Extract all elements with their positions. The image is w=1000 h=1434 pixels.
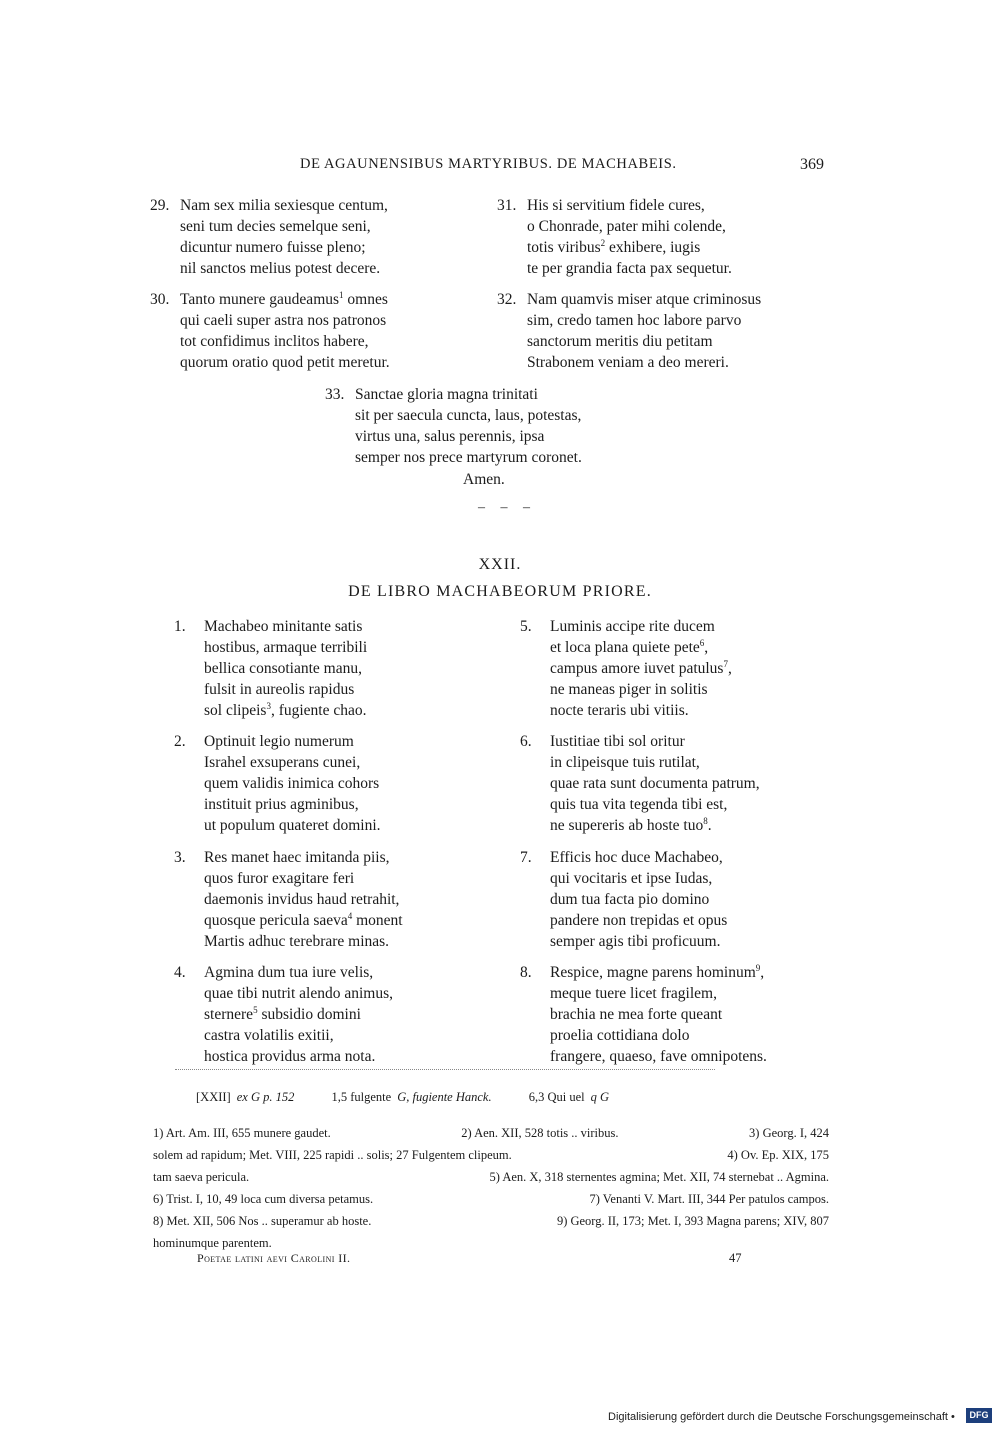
section-separator: – – – xyxy=(478,500,536,515)
verse-text: daemonis invidus haud retrahit, xyxy=(204,891,400,908)
verse-text: Nam quamvis miser atque criminosus xyxy=(527,291,762,308)
footnote-entry: 2) Aen. XII, 528 totis .. viribus. xyxy=(461,1126,619,1140)
verse-text: quae rata sunt documenta patrum, xyxy=(550,775,760,792)
verse-text: quae tibi nutrit alendo animus, xyxy=(204,985,393,1002)
verse-line xyxy=(355,384,582,405)
stanza-number: 4. xyxy=(174,964,186,981)
verse-line xyxy=(527,310,761,331)
verse-line xyxy=(204,815,381,836)
verse-text: sternere xyxy=(204,1006,254,1023)
verse-line xyxy=(550,794,760,815)
verse-line xyxy=(204,658,367,679)
verse-line xyxy=(204,794,381,815)
verse-text: Martis adhuc terebrare minas. xyxy=(204,933,390,950)
dfg-logo: DFG xyxy=(966,1408,992,1423)
verse-line xyxy=(550,1004,767,1025)
footnote-entry: hominumque parentem. xyxy=(153,1236,272,1250)
verse-text-continued: , xyxy=(727,660,732,677)
footnote-marker: 4 xyxy=(347,910,353,921)
verse-line xyxy=(204,752,381,773)
verse-line xyxy=(204,1004,393,1025)
verse-line xyxy=(180,216,388,237)
text-divider xyxy=(175,1069,715,1070)
verse-text: et loca plana quiete pete xyxy=(550,639,700,656)
verse-text: Iustitiae tibi sol oritur xyxy=(550,733,685,750)
verse-text-continued: monent xyxy=(352,912,403,929)
verse-text: nil sanctos melius potest decere. xyxy=(180,260,381,277)
footnote-line xyxy=(153,1144,829,1166)
verse-text: Sanctae gloria magna trinitati xyxy=(355,386,538,403)
stanza-number: 33. xyxy=(325,386,345,403)
digitization-credit: Digitalisierung gefördert durch die Deutsche Forschungsgemeinschaft • xyxy=(608,1411,955,1423)
apparatus-entry xyxy=(196,1090,294,1105)
collection-signature: Poetae latini aevi Carolini II. xyxy=(197,1251,351,1265)
verse-line xyxy=(204,962,393,983)
apparatus-ref: G, fugiente Hanck. xyxy=(397,1090,492,1104)
poem-number: XXII. xyxy=(478,556,522,573)
poem-title: DE LIBRO MACHABEORUM PRIORE. xyxy=(348,583,652,600)
footnote-entry: 1) Art. Am. III, 655 munere gaudet. xyxy=(153,1126,331,1140)
footnote-marker: 7 xyxy=(723,658,728,669)
stanza xyxy=(520,616,732,721)
stanza xyxy=(497,289,761,373)
verse-text-continued: , xyxy=(704,639,709,656)
verse-line xyxy=(550,1025,767,1046)
verse-text-continued: exhibere, iugis xyxy=(605,239,701,256)
verse-text: Tanto munere gaudeamus xyxy=(180,291,340,308)
verse-line xyxy=(550,700,732,721)
verse-text: sim, credo tamen hoc labore parvo xyxy=(527,312,742,329)
verse-line xyxy=(180,237,388,258)
verse-line xyxy=(204,637,367,658)
verse-text: te per grandia facta pax sequetur. xyxy=(527,260,732,277)
verse-line xyxy=(204,983,393,1004)
stanza xyxy=(174,731,381,836)
verse-line xyxy=(550,910,727,931)
verse-text-continued: . xyxy=(707,817,712,834)
verse-line xyxy=(204,889,403,910)
verse-text: seni tum decies semelque seni, xyxy=(180,218,371,235)
verse-text: tot confidimus inclitos habere, xyxy=(180,333,369,350)
footnote-entry: 3) Georg. I, 424 xyxy=(749,1126,829,1140)
verse-text: ut populum quateret domini. xyxy=(204,817,381,834)
verse-line xyxy=(180,310,390,331)
footnote-marker: 3 xyxy=(266,700,271,711)
verse-line xyxy=(550,679,732,700)
verse-text: hostibus, armaque terribili xyxy=(204,639,368,656)
stanza xyxy=(520,962,767,1067)
footnote-entry: tam saeva pericula. xyxy=(153,1170,250,1184)
verse-line xyxy=(204,910,403,931)
stanza-number: 31. xyxy=(497,197,517,214)
verse-text: Nam sex milia sexiesque centum, xyxy=(180,197,388,214)
verse-text-continued: omnes xyxy=(343,291,388,308)
footnote-marker: 6 xyxy=(699,637,705,648)
footnote-entry: 4) Ov. Ep. XIX, 175 xyxy=(727,1148,829,1162)
verse-text-continued: , xyxy=(760,964,765,981)
footnote-marker: 8 xyxy=(703,815,708,826)
verse-text: Agmina dum tua iure velis, xyxy=(204,964,374,981)
verse-text: quosque pericula saeva xyxy=(204,912,348,929)
critical-apparatus xyxy=(196,1090,643,1105)
stanza-number: 8. xyxy=(520,964,532,981)
verse-text: qui vocitaris et ipse Iudas, xyxy=(550,870,713,887)
verse-line xyxy=(550,868,727,889)
verse-line xyxy=(204,679,367,700)
verse-text: frangere, quaeso, fave omnipotens. xyxy=(550,1048,767,1065)
stanza-number: 7. xyxy=(520,849,532,866)
footnotes xyxy=(153,1122,829,1254)
verse-line xyxy=(180,258,388,279)
stanza xyxy=(497,195,732,279)
verse-text: quorum oratio quod petit meretur. xyxy=(180,354,390,371)
footnote-line xyxy=(153,1188,829,1210)
verse-text: dum tua facta pio domino xyxy=(550,891,710,908)
footnote-entry: 9) Georg. II, 173; Met. I, 393 Magna parens; XIV, 807 xyxy=(556,1214,829,1228)
verse-text: Efficis hoc duce Machabeo, xyxy=(550,849,723,866)
stanza xyxy=(150,289,390,373)
verse-text: Luminis accipe rite ducem xyxy=(550,618,715,635)
verse-line xyxy=(180,195,388,216)
closing-amen: Amen. xyxy=(463,471,505,488)
verse-line xyxy=(204,868,403,889)
verse-text: quis tua vita tegenda tibi est, xyxy=(550,796,728,813)
stanza-number: 3. xyxy=(174,849,186,866)
stanza-number: 30. xyxy=(150,291,170,308)
verse-text-continued: subsidio domini xyxy=(257,1006,361,1023)
verse-line xyxy=(204,731,381,752)
verse-text: Strabonem veniam a deo mereri. xyxy=(527,354,729,371)
verse-line xyxy=(204,1025,393,1046)
stanza xyxy=(325,384,582,468)
verse-text: o Chonrade, pater mihi colende, xyxy=(527,218,726,235)
verse-text: Res manet haec imitanda piis, xyxy=(204,849,390,866)
verse-text: proelia cottidiana dolo xyxy=(550,1027,690,1044)
verse-line xyxy=(204,773,381,794)
stanza-number: 5. xyxy=(520,618,532,635)
stanza xyxy=(174,962,393,1067)
footnote-entry: 5) Aen. X, 318 sternentes agmina; Met. XII, 74 sternebat .. Agmina. xyxy=(489,1170,829,1184)
verse-text: qui caeli super astra nos patronos xyxy=(180,312,387,329)
verse-text: meque tuere licet fragilem, xyxy=(550,985,717,1002)
apparatus-entry xyxy=(331,1090,491,1105)
verse-line xyxy=(527,237,732,258)
stanza-number: 2. xyxy=(174,733,186,750)
verse-line xyxy=(550,815,760,836)
verse-line xyxy=(204,1046,393,1067)
verse-text: bellica consotiante manu, xyxy=(204,660,362,677)
verse-text: hostica providus arma nota. xyxy=(204,1048,376,1065)
apparatus-label: 6,3 Qui uel xyxy=(528,1090,585,1104)
verse-text: Israhel exsuperans cunei, xyxy=(204,754,361,771)
verse-line xyxy=(527,352,761,373)
apparatus-ref: ex G p. 152 xyxy=(236,1090,295,1104)
page-number: 369 xyxy=(800,156,824,173)
sheet-number: 47 xyxy=(729,1251,742,1265)
verse-line xyxy=(180,352,390,373)
stanza xyxy=(174,847,403,952)
verse-text: fulsit in aureolis rapidus xyxy=(204,681,355,698)
verse-line xyxy=(355,405,582,426)
apparatus-label: [XXII] xyxy=(196,1090,231,1104)
verse-line xyxy=(355,447,582,468)
verse-line xyxy=(550,983,767,1004)
verse-text: brachia ne mea forte queant xyxy=(550,1006,723,1023)
verse-text-continued: , fugiente chao. xyxy=(270,702,367,719)
verse-text: semper nos prece martyrum coronet. xyxy=(355,449,582,466)
footnote-entry: 8) Met. XII, 506 Nos .. superamur ab hoste. xyxy=(153,1214,372,1228)
verse-text: quos furor exagitare feri xyxy=(204,870,355,887)
verse-line xyxy=(550,637,732,658)
verse-line xyxy=(550,658,732,679)
apparatus-entry xyxy=(529,1090,609,1105)
verse-text: castra volatilis exitii, xyxy=(204,1027,334,1044)
verse-text: in clipeisque tuis rutilat, xyxy=(550,754,700,771)
apparatus-label: 1,5 fulgente xyxy=(331,1090,392,1104)
verse-line xyxy=(550,773,760,794)
footnote-line xyxy=(153,1166,829,1188)
verse-line xyxy=(527,331,761,352)
apparatus-ref: q G xyxy=(590,1090,610,1104)
verse-line xyxy=(550,847,727,868)
footnote-entry: solem ad rapidum; Met. VIII, 225 rapidi .. solis; 27 Fulgentem clipeum. xyxy=(153,1148,512,1162)
verse-text: virtus una, salus perennis, ipsa xyxy=(355,428,545,445)
verse-text: ne supereris ab hoste tuo xyxy=(550,817,704,834)
verse-line xyxy=(550,731,760,752)
verse-text: dicuntur numero fuisse pleno; xyxy=(180,239,366,256)
verse-text: Optinuit legio numerum xyxy=(204,733,354,750)
stanza-number: 6. xyxy=(520,733,532,750)
verse-text: pandere non trepidas et opus xyxy=(550,912,728,929)
verse-line xyxy=(527,289,761,310)
verse-line xyxy=(550,962,767,983)
verse-text: sanctorum meritis diu petitam xyxy=(527,333,713,350)
running-header-title: DE AGAUNENSIBUS MARTYRIBUS. DE MACHABEIS. xyxy=(300,156,677,172)
verse-line xyxy=(550,889,727,910)
verse-text: semper agis tibi proficuum. xyxy=(550,933,721,950)
verse-line xyxy=(550,752,760,773)
stanza-number: 32. xyxy=(497,291,517,308)
verse-line xyxy=(204,847,403,868)
verse-line xyxy=(355,426,582,447)
footnote-entry: 6) Trist. I, 10, 49 loca cum diversa petamus. xyxy=(153,1192,374,1206)
verse-line xyxy=(204,616,367,637)
verse-line xyxy=(527,216,732,237)
verse-text: totis viribus xyxy=(527,239,601,256)
footnote-line xyxy=(153,1210,829,1232)
verse-text: instituit prius agminibus, xyxy=(204,796,359,813)
verse-text: Respice, magne parens hominum xyxy=(550,964,756,981)
footnote-entry: 7) Venanti V. Mart. III, 344 Per patulos campos. xyxy=(589,1192,829,1206)
verse-text: sit per saecula cuncta, laus, potestas, xyxy=(355,407,582,424)
verse-text: quem validis inimica cohors xyxy=(204,775,380,792)
verse-line xyxy=(550,931,727,952)
verse-line xyxy=(204,700,367,721)
footnote-line xyxy=(153,1122,829,1144)
verse-line xyxy=(180,331,390,352)
stanza xyxy=(520,731,760,836)
verse-text: sol clipeis xyxy=(204,702,267,719)
verse-text: His si servitium fidele cures, xyxy=(527,197,705,214)
verse-text: campus amore iuvet patulus xyxy=(550,660,724,677)
verse-line xyxy=(550,616,732,637)
verse-text: nocte teraris ubi vitiis. xyxy=(550,702,689,719)
stanza-number: 29. xyxy=(150,197,170,214)
verse-line xyxy=(527,258,732,279)
stanza xyxy=(174,616,367,721)
footnote-marker: 9 xyxy=(755,962,761,973)
footnote-marker: 1 xyxy=(339,289,344,300)
verse-line xyxy=(204,931,403,952)
verse-line xyxy=(527,195,732,216)
verse-line xyxy=(550,1046,767,1067)
footnote-marker: 5 xyxy=(253,1004,258,1015)
verse-text: ne maneas piger in solitis xyxy=(550,681,708,698)
verse-text: Machabeo minitante satis xyxy=(204,618,363,635)
footnote-marker: 2 xyxy=(600,237,606,248)
stanza xyxy=(150,195,388,279)
verse-line xyxy=(180,289,390,310)
stanza-number: 1. xyxy=(174,618,186,635)
stanza xyxy=(520,847,727,952)
